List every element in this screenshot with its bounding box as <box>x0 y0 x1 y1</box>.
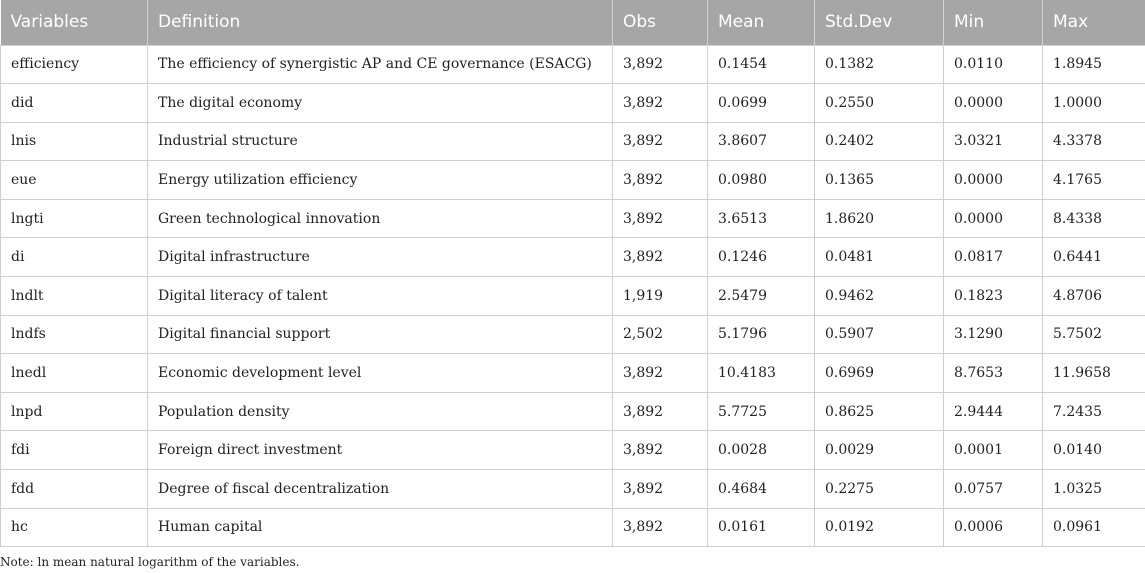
cell-mean: 0.1454 <box>708 45 815 84</box>
cell-std-dev: 0.1365 <box>815 161 944 200</box>
cell-obs: 3,892 <box>613 238 708 277</box>
cell-std-dev: 0.0481 <box>815 238 944 277</box>
cell-variable: lnedl <box>1 354 148 393</box>
cell-definition: Digital literacy of talent <box>148 277 613 316</box>
cell-definition: Foreign direct investment <box>148 431 613 470</box>
cell-max: 1.0000 <box>1043 84 1145 123</box>
cell-obs: 3,892 <box>613 161 708 200</box>
cell-obs: 1,919 <box>613 277 708 316</box>
cell-obs: 3,892 <box>613 199 708 238</box>
cell-variable: lnis <box>1 122 148 161</box>
cell-min: 2.9444 <box>944 392 1043 431</box>
cell-mean: 0.0980 <box>708 161 815 200</box>
cell-obs: 3,892 <box>613 392 708 431</box>
cell-definition: Green technological innovation <box>148 199 613 238</box>
header-min: Min <box>944 0 1043 45</box>
cell-obs: 3,892 <box>613 431 708 470</box>
table-note: Note: ln mean natural logarithm of the variables. <box>0 555 300 569</box>
cell-mean: 10.4183 <box>708 354 815 393</box>
table-row <box>1 315 1145 354</box>
cell-obs: 3,892 <box>613 122 708 161</box>
header-definition: Definition <box>148 0 613 45</box>
cell-definition: Economic development level <box>148 354 613 393</box>
cell-std-dev: 0.2275 <box>815 470 944 509</box>
table-row <box>1 354 1145 393</box>
cell-definition: Digital financial support <box>148 315 613 354</box>
cell-variable: lndlt <box>1 277 148 316</box>
cell-min: 8.7653 <box>944 354 1043 393</box>
cell-max: 1.8945 <box>1043 45 1145 84</box>
cell-std-dev: 0.5907 <box>815 315 944 354</box>
cell-std-dev: 0.8625 <box>815 392 944 431</box>
cell-min: 0.0757 <box>944 470 1043 509</box>
cell-max: 8.4338 <box>1043 199 1145 238</box>
cell-min: 0.0817 <box>944 238 1043 277</box>
table-row <box>1 277 1145 316</box>
cell-std-dev: 0.2402 <box>815 122 944 161</box>
cell-min: 0.0110 <box>944 45 1043 84</box>
table-row <box>1 431 1145 470</box>
cell-mean: 3.8607 <box>708 122 815 161</box>
table-row <box>1 508 1145 547</box>
cell-definition: The digital economy <box>148 84 613 123</box>
cell-max: 1.0325 <box>1043 470 1145 509</box>
cell-min: 0.0001 <box>944 431 1043 470</box>
cell-max: 0.0140 <box>1043 431 1145 470</box>
cell-max: 4.8706 <box>1043 277 1145 316</box>
cell-mean: 0.0161 <box>708 508 815 547</box>
cell-definition: Degree of fiscal decentralization <box>148 470 613 509</box>
cell-max: 0.0961 <box>1043 508 1145 547</box>
cell-variable: did <box>1 84 148 123</box>
cell-definition: Industrial structure <box>148 122 613 161</box>
cell-obs: 3,892 <box>613 470 708 509</box>
cell-variable: hc <box>1 508 148 547</box>
cell-definition: Energy utilization efficiency <box>148 161 613 200</box>
cell-mean: 5.7725 <box>708 392 815 431</box>
cell-mean: 0.0699 <box>708 84 815 123</box>
cell-std-dev: 0.0192 <box>815 508 944 547</box>
cell-std-dev: 1.8620 <box>815 199 944 238</box>
table-header-row <box>1 0 1145 45</box>
cell-mean: 2.5479 <box>708 277 815 316</box>
cell-min: 0.1823 <box>944 277 1043 316</box>
cell-obs: 3,892 <box>613 354 708 393</box>
cell-std-dev: 0.0029 <box>815 431 944 470</box>
cell-max: 7.2435 <box>1043 392 1145 431</box>
cell-std-dev: 0.2550 <box>815 84 944 123</box>
cell-mean: 0.1246 <box>708 238 815 277</box>
cell-mean: 5.1796 <box>708 315 815 354</box>
cell-definition: The efficiency of synergistic AP and CE governance (ESACG) <box>148 45 613 84</box>
cell-variable: di <box>1 238 148 277</box>
table-row <box>1 470 1145 509</box>
cell-obs: 3,892 <box>613 508 708 547</box>
cell-std-dev: 0.1382 <box>815 45 944 84</box>
cell-max: 5.7502 <box>1043 315 1145 354</box>
cell-min: 3.1290 <box>944 315 1043 354</box>
cell-mean: 3.6513 <box>708 199 815 238</box>
cell-variable: lnpd <box>1 392 148 431</box>
header-obs: Obs <box>613 0 708 45</box>
cell-obs: 3,892 <box>613 45 708 84</box>
cell-definition: Population density <box>148 392 613 431</box>
header-max: Max <box>1043 0 1145 45</box>
header-std-dev: Std.Dev <box>815 0 944 45</box>
cell-variable: eue <box>1 161 148 200</box>
table-row <box>1 84 1145 123</box>
cell-definition: Digital infrastructure <box>148 238 613 277</box>
cell-max: 0.6441 <box>1043 238 1145 277</box>
cell-max: 4.3378 <box>1043 122 1145 161</box>
cell-variable: fdi <box>1 431 148 470</box>
cell-std-dev: 0.9462 <box>815 277 944 316</box>
table-row <box>1 238 1145 277</box>
cell-obs: 2,502 <box>613 315 708 354</box>
cell-variable: fdd <box>1 470 148 509</box>
table-row <box>1 199 1145 238</box>
cell-variable: lngti <box>1 199 148 238</box>
cell-definition: Human capital <box>148 508 613 547</box>
cell-max: 11.9658 <box>1043 354 1145 393</box>
table-row <box>1 122 1145 161</box>
cell-variable: lndfs <box>1 315 148 354</box>
cell-std-dev: 0.6969 <box>815 354 944 393</box>
table-row <box>1 161 1145 200</box>
cell-mean: 0.0028 <box>708 431 815 470</box>
cell-min: 0.0000 <box>944 84 1043 123</box>
cell-obs: 3,892 <box>613 84 708 123</box>
cell-min: 3.0321 <box>944 122 1043 161</box>
header-mean: Mean <box>708 0 815 45</box>
cell-min: 0.0006 <box>944 508 1043 547</box>
cell-mean: 0.4684 <box>708 470 815 509</box>
cell-variable: efficiency <box>1 45 148 84</box>
cell-min: 0.0000 <box>944 199 1043 238</box>
cell-max: 4.1765 <box>1043 161 1145 200</box>
header-variables: Variables <box>1 0 148 45</box>
table-row <box>1 45 1145 84</box>
table-row <box>1 392 1145 431</box>
cell-min: 0.0000 <box>944 161 1043 200</box>
